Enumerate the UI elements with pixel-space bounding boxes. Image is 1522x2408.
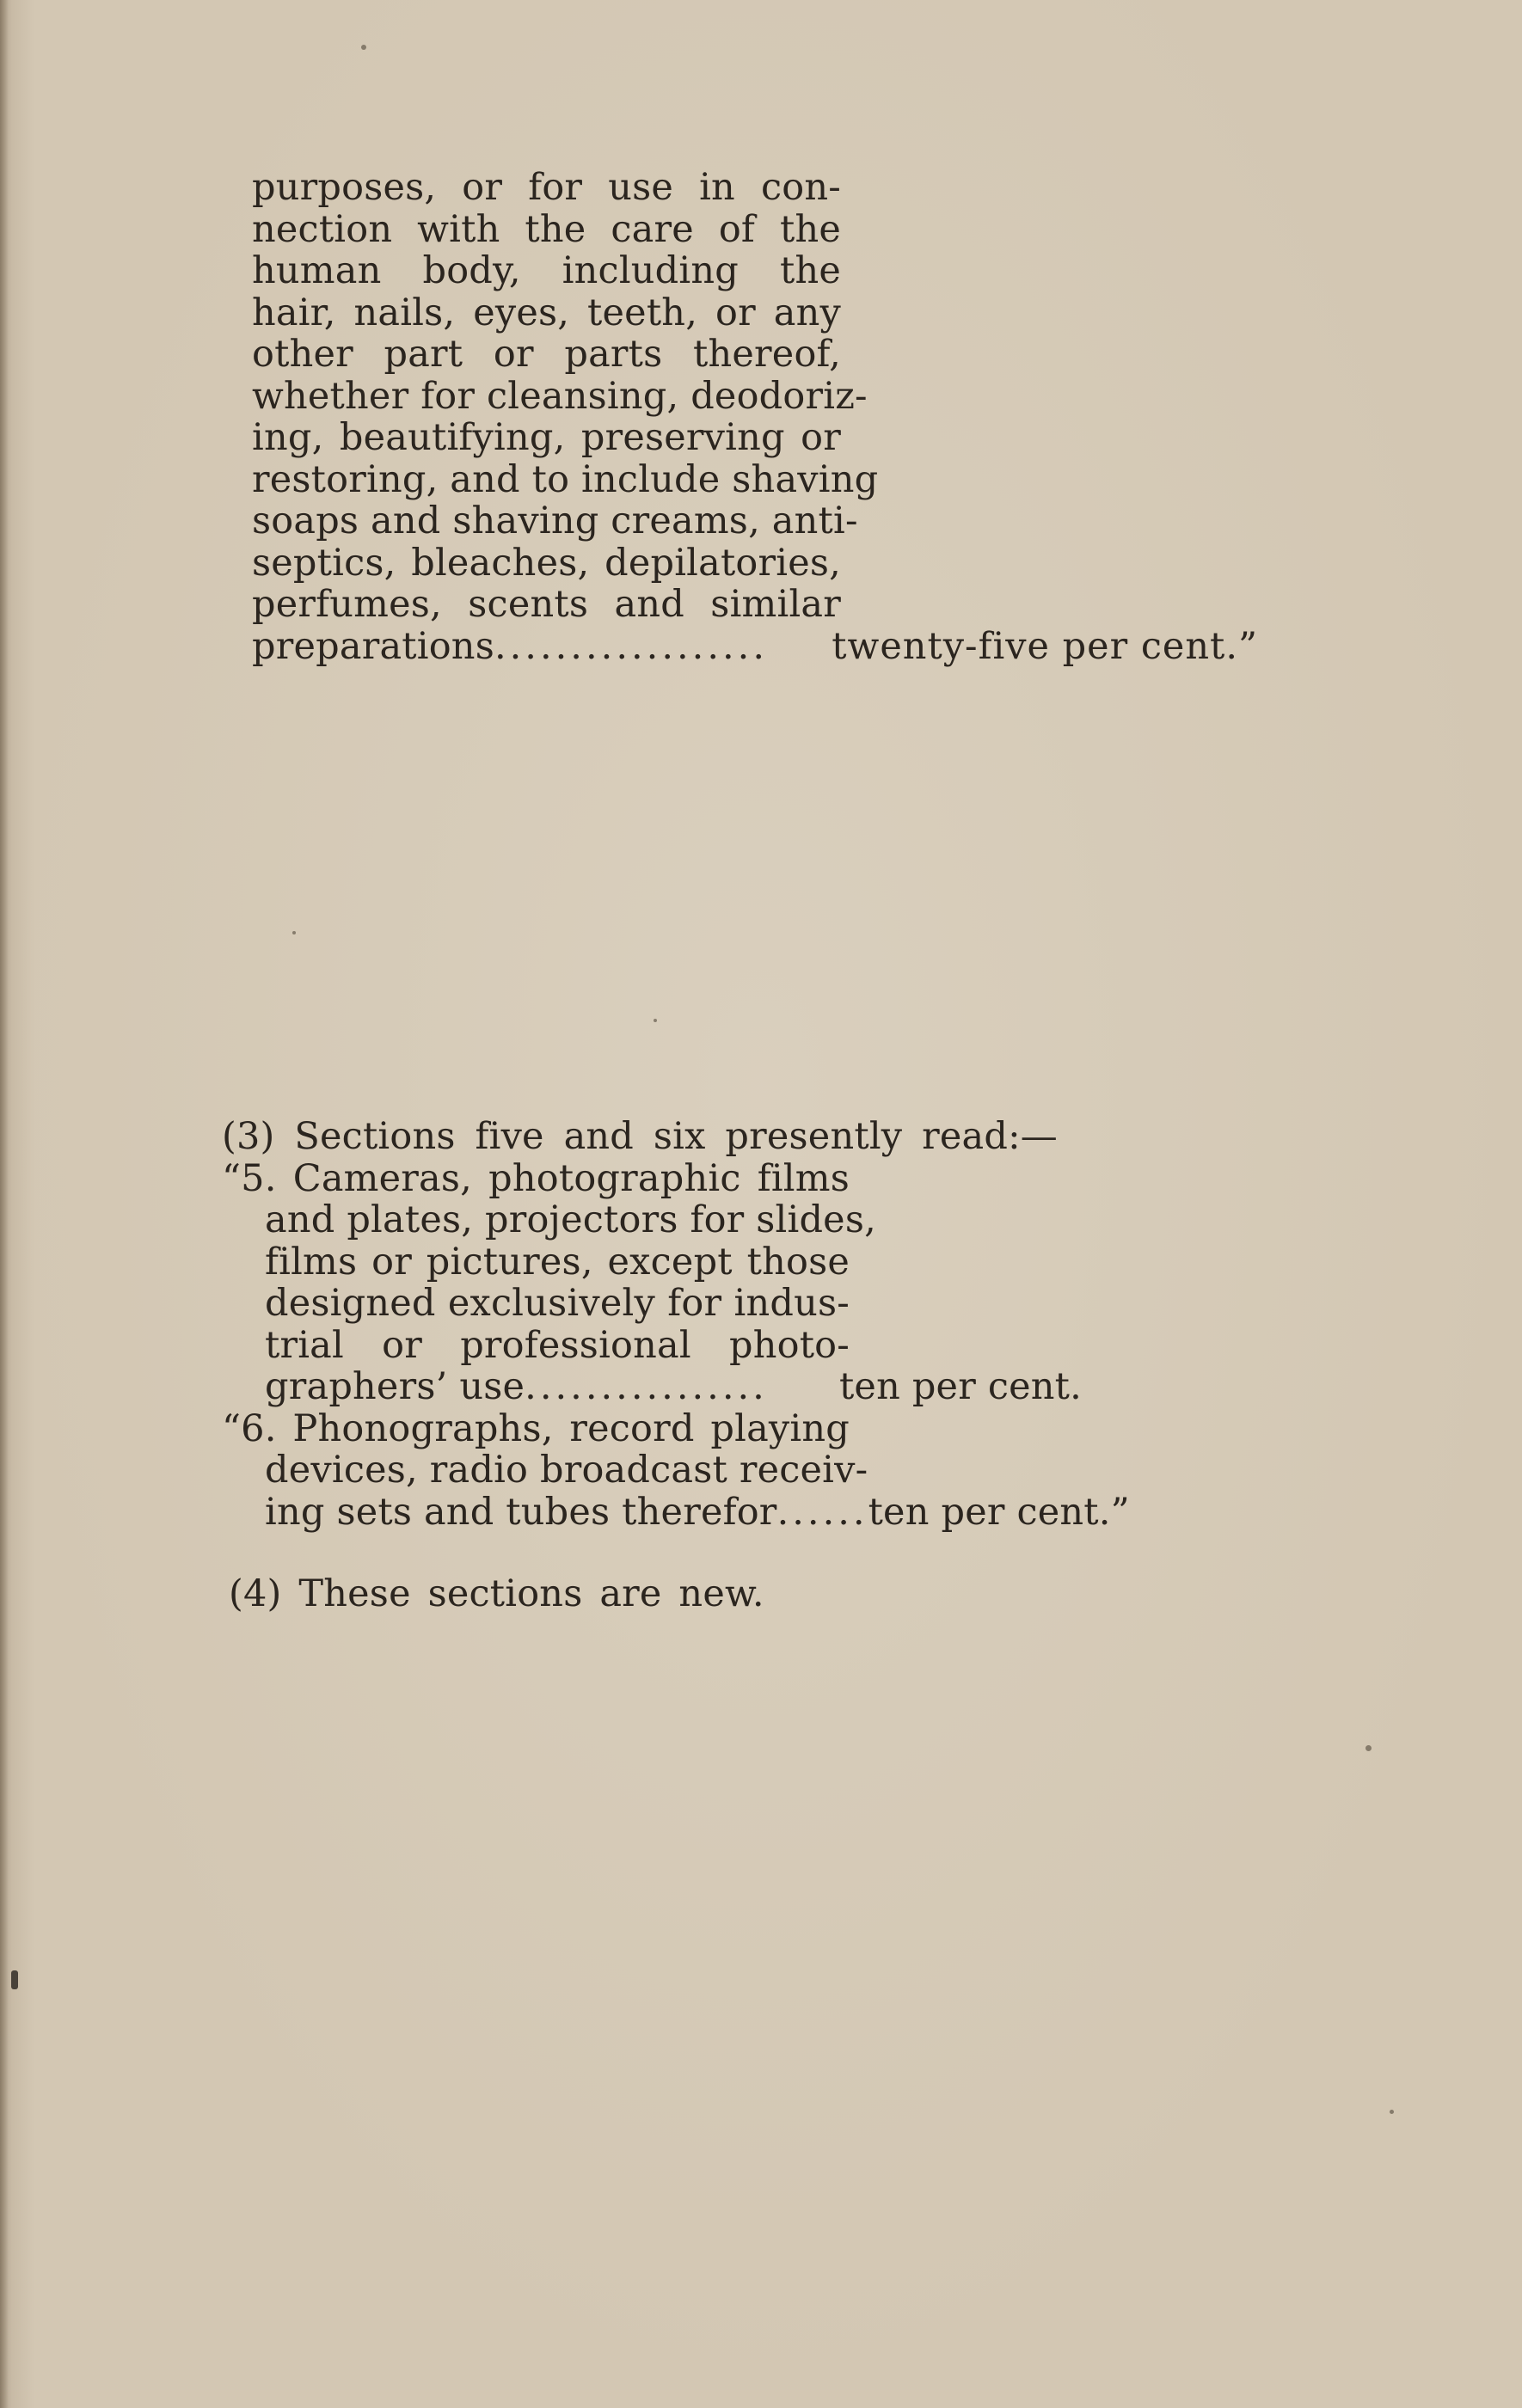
paragraph-one xyxy=(252,166,1258,668)
item-text: preparations xyxy=(252,624,494,668)
text-line: other part or parts thereof, xyxy=(252,333,841,376)
section-six-heading: “6. Phonographs, record playing xyxy=(222,1406,850,1450)
note-three xyxy=(222,1115,1130,1534)
note-four xyxy=(229,1573,831,1615)
binding-shadow xyxy=(0,0,9,2408)
text-line: whether for cleansing, deodoriz- xyxy=(252,374,868,418)
text-line: human body, including the xyxy=(252,249,841,292)
text-line: and plates, projectors for slides, xyxy=(265,1198,876,1241)
section-five-heading: “5. Cameras, photographic films xyxy=(222,1156,850,1200)
text-line: purposes, or for use in con- xyxy=(252,166,841,209)
rate-text: twenty-five per cent.” xyxy=(832,624,1258,668)
leader-line xyxy=(252,626,1258,668)
text-line: septics, bleaches, depilatories, xyxy=(252,541,841,585)
text-line: nection with the care of the xyxy=(252,207,841,251)
text-line: devices, radio broadcast receiv- xyxy=(265,1449,868,1492)
leader-line xyxy=(265,1366,1082,1408)
dot-leader: ................ xyxy=(525,1365,768,1408)
dot-leader: .................. xyxy=(494,624,769,668)
text-line: hair, nails, eyes, teeth, or any xyxy=(252,291,841,334)
text-line: perfumes, scents and similar xyxy=(252,583,841,626)
note-intro: (3) Sections five and six presently read:— xyxy=(222,1115,1058,1158)
paper-speck xyxy=(361,45,366,50)
paper-speck xyxy=(292,931,296,934)
note-four-text: (4) These sections are new. xyxy=(229,1572,764,1615)
leader-line xyxy=(265,1490,1130,1534)
text-line: restoring, and to include shaving xyxy=(252,457,879,501)
rate-text: ten per cent.” xyxy=(868,1490,1130,1534)
paper-speck xyxy=(1366,1745,1372,1751)
paper-speck xyxy=(654,1019,657,1022)
item-text: ing sets and tubes therefor xyxy=(265,1490,777,1534)
text-line: designed exclusively for indus- xyxy=(265,1282,850,1325)
rate-text: ten per cent. xyxy=(838,1365,1082,1408)
item-text: graphers’ use xyxy=(265,1365,525,1408)
text-line: films or pictures, except those xyxy=(265,1240,850,1284)
text-line: ing, beautifying, preserving or xyxy=(252,416,841,459)
paper-speck xyxy=(11,1970,18,1989)
text-line: trial or professional photo- xyxy=(265,1323,850,1367)
paper-speck xyxy=(1390,2110,1394,2114)
dot-leader: ...... xyxy=(776,1490,868,1534)
text-line: soaps and shaving creams, anti- xyxy=(252,499,858,542)
